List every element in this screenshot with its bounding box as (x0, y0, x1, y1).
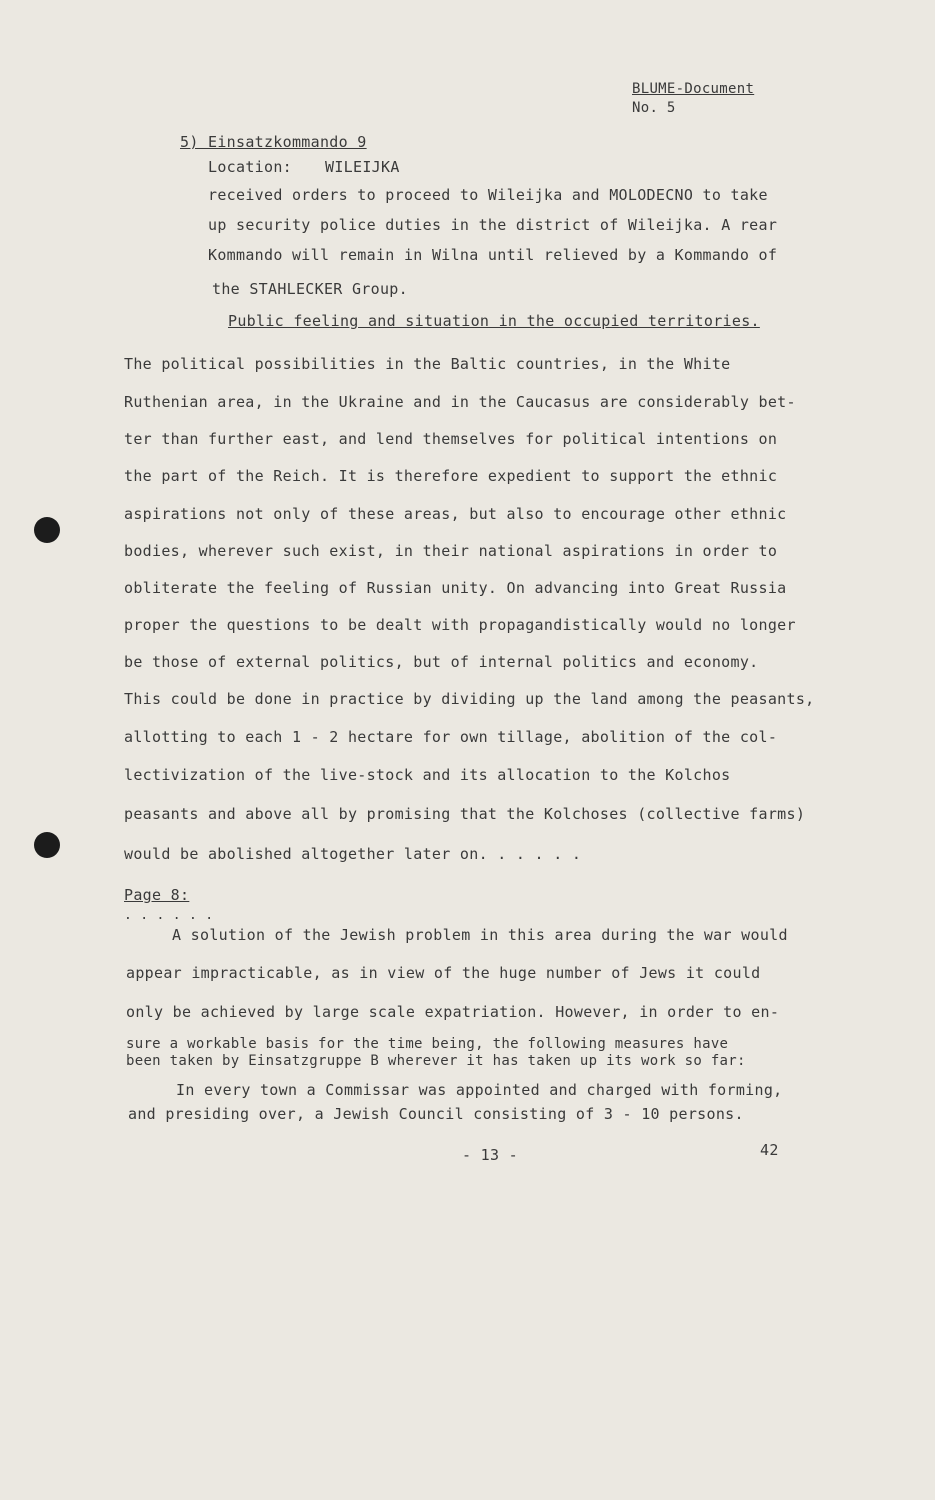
paragraph1-line: This could be done in practice by dividing up the land among the peasants, (124, 690, 815, 708)
paragraph2-line: A solution of the Jewish problem in this area during the war would (172, 926, 788, 944)
paragraph1-line: aspirations not only of these areas, but also to encourage other ethnic (124, 505, 787, 523)
punch-hole-top (34, 517, 60, 543)
paragraph1-line: would be abolished altogether later on. . . . . . (124, 845, 582, 863)
paragraph1-line: The political possibilities in the Baltic countries, in the White (124, 355, 731, 373)
punch-hole-bottom (34, 832, 60, 858)
paragraph1-line: allotting to each 1 - 2 hectare for own tillage, abolition of the col- (124, 728, 778, 746)
page-reference: Page 8: (124, 886, 190, 904)
section-body-line: up security police duties in the district of Wileijka. A rear (208, 216, 778, 234)
section-body-line: received orders to proceed to Wileijka and MOLODECNO to take (208, 186, 768, 204)
paragraph3-line: In every town a Commissar was appointed and charged with forming, (176, 1081, 783, 1099)
paragraph1-line: Ruthenian area, in the Ukraine and in the Caucasus are considerably bet- (124, 393, 796, 411)
paragraph1-line: ter than further east, and lend themselves for political intentions on (124, 430, 778, 448)
ellipsis-marker: . . . . . . (124, 908, 214, 923)
sheet-number: 42 (760, 1141, 779, 1159)
paragraph1-line: peasants and above all by promising that the Kolchoses (collective farms) (124, 805, 806, 823)
paragraph2-line: only be achieved by large scale expatriation. However, in order to en- (126, 1003, 780, 1021)
paragraph2-line: sure a workable basis for the time being, the following measures have (126, 1036, 729, 1052)
paragraph2-line: appear impracticable, as in view of the huge number of Jews it could (126, 964, 761, 982)
paragraph1-line: the part of the Reich. It is therefore expedient to support the ethnic (124, 467, 778, 485)
subheading: Public feeling and situation in the occupied territories. (228, 312, 760, 330)
document-number: No. 5 (632, 100, 676, 116)
paragraph1-line: be those of external politics, but of internal politics and economy. (124, 653, 759, 671)
section-body-line: Kommando will remain in Wilna until relieved by a Kommando of (208, 246, 778, 264)
section-body-line: the STAHLECKER Group. (212, 280, 408, 298)
paragraph1-line: proper the questions to be dealt with propagandistically would no longer (124, 616, 796, 634)
document-title: BLUME-Document (632, 81, 755, 97)
paragraph1-line: obliterate the feeling of Russian unity. On advancing into Great Russia (124, 579, 787, 597)
paragraph1-line: lectivization of the live-stock and its allocation to the Kolchos (124, 766, 731, 784)
location-value: WILEIJKA (325, 158, 400, 176)
paragraph2-line: been taken by Einsatzgruppe B wherever it has taken up its work so far: (126, 1053, 746, 1069)
location-label: Location: (208, 158, 292, 176)
paragraph1-line: bodies, wherever such exist, in their national aspirations in order to (124, 542, 778, 560)
paragraph3-line: and presiding over, a Jewish Council consisting of 3 - 10 persons. (128, 1105, 744, 1123)
section-heading: 5) Einsatzkommando 9 (180, 133, 367, 151)
page-number: - 13 - (462, 1146, 518, 1164)
